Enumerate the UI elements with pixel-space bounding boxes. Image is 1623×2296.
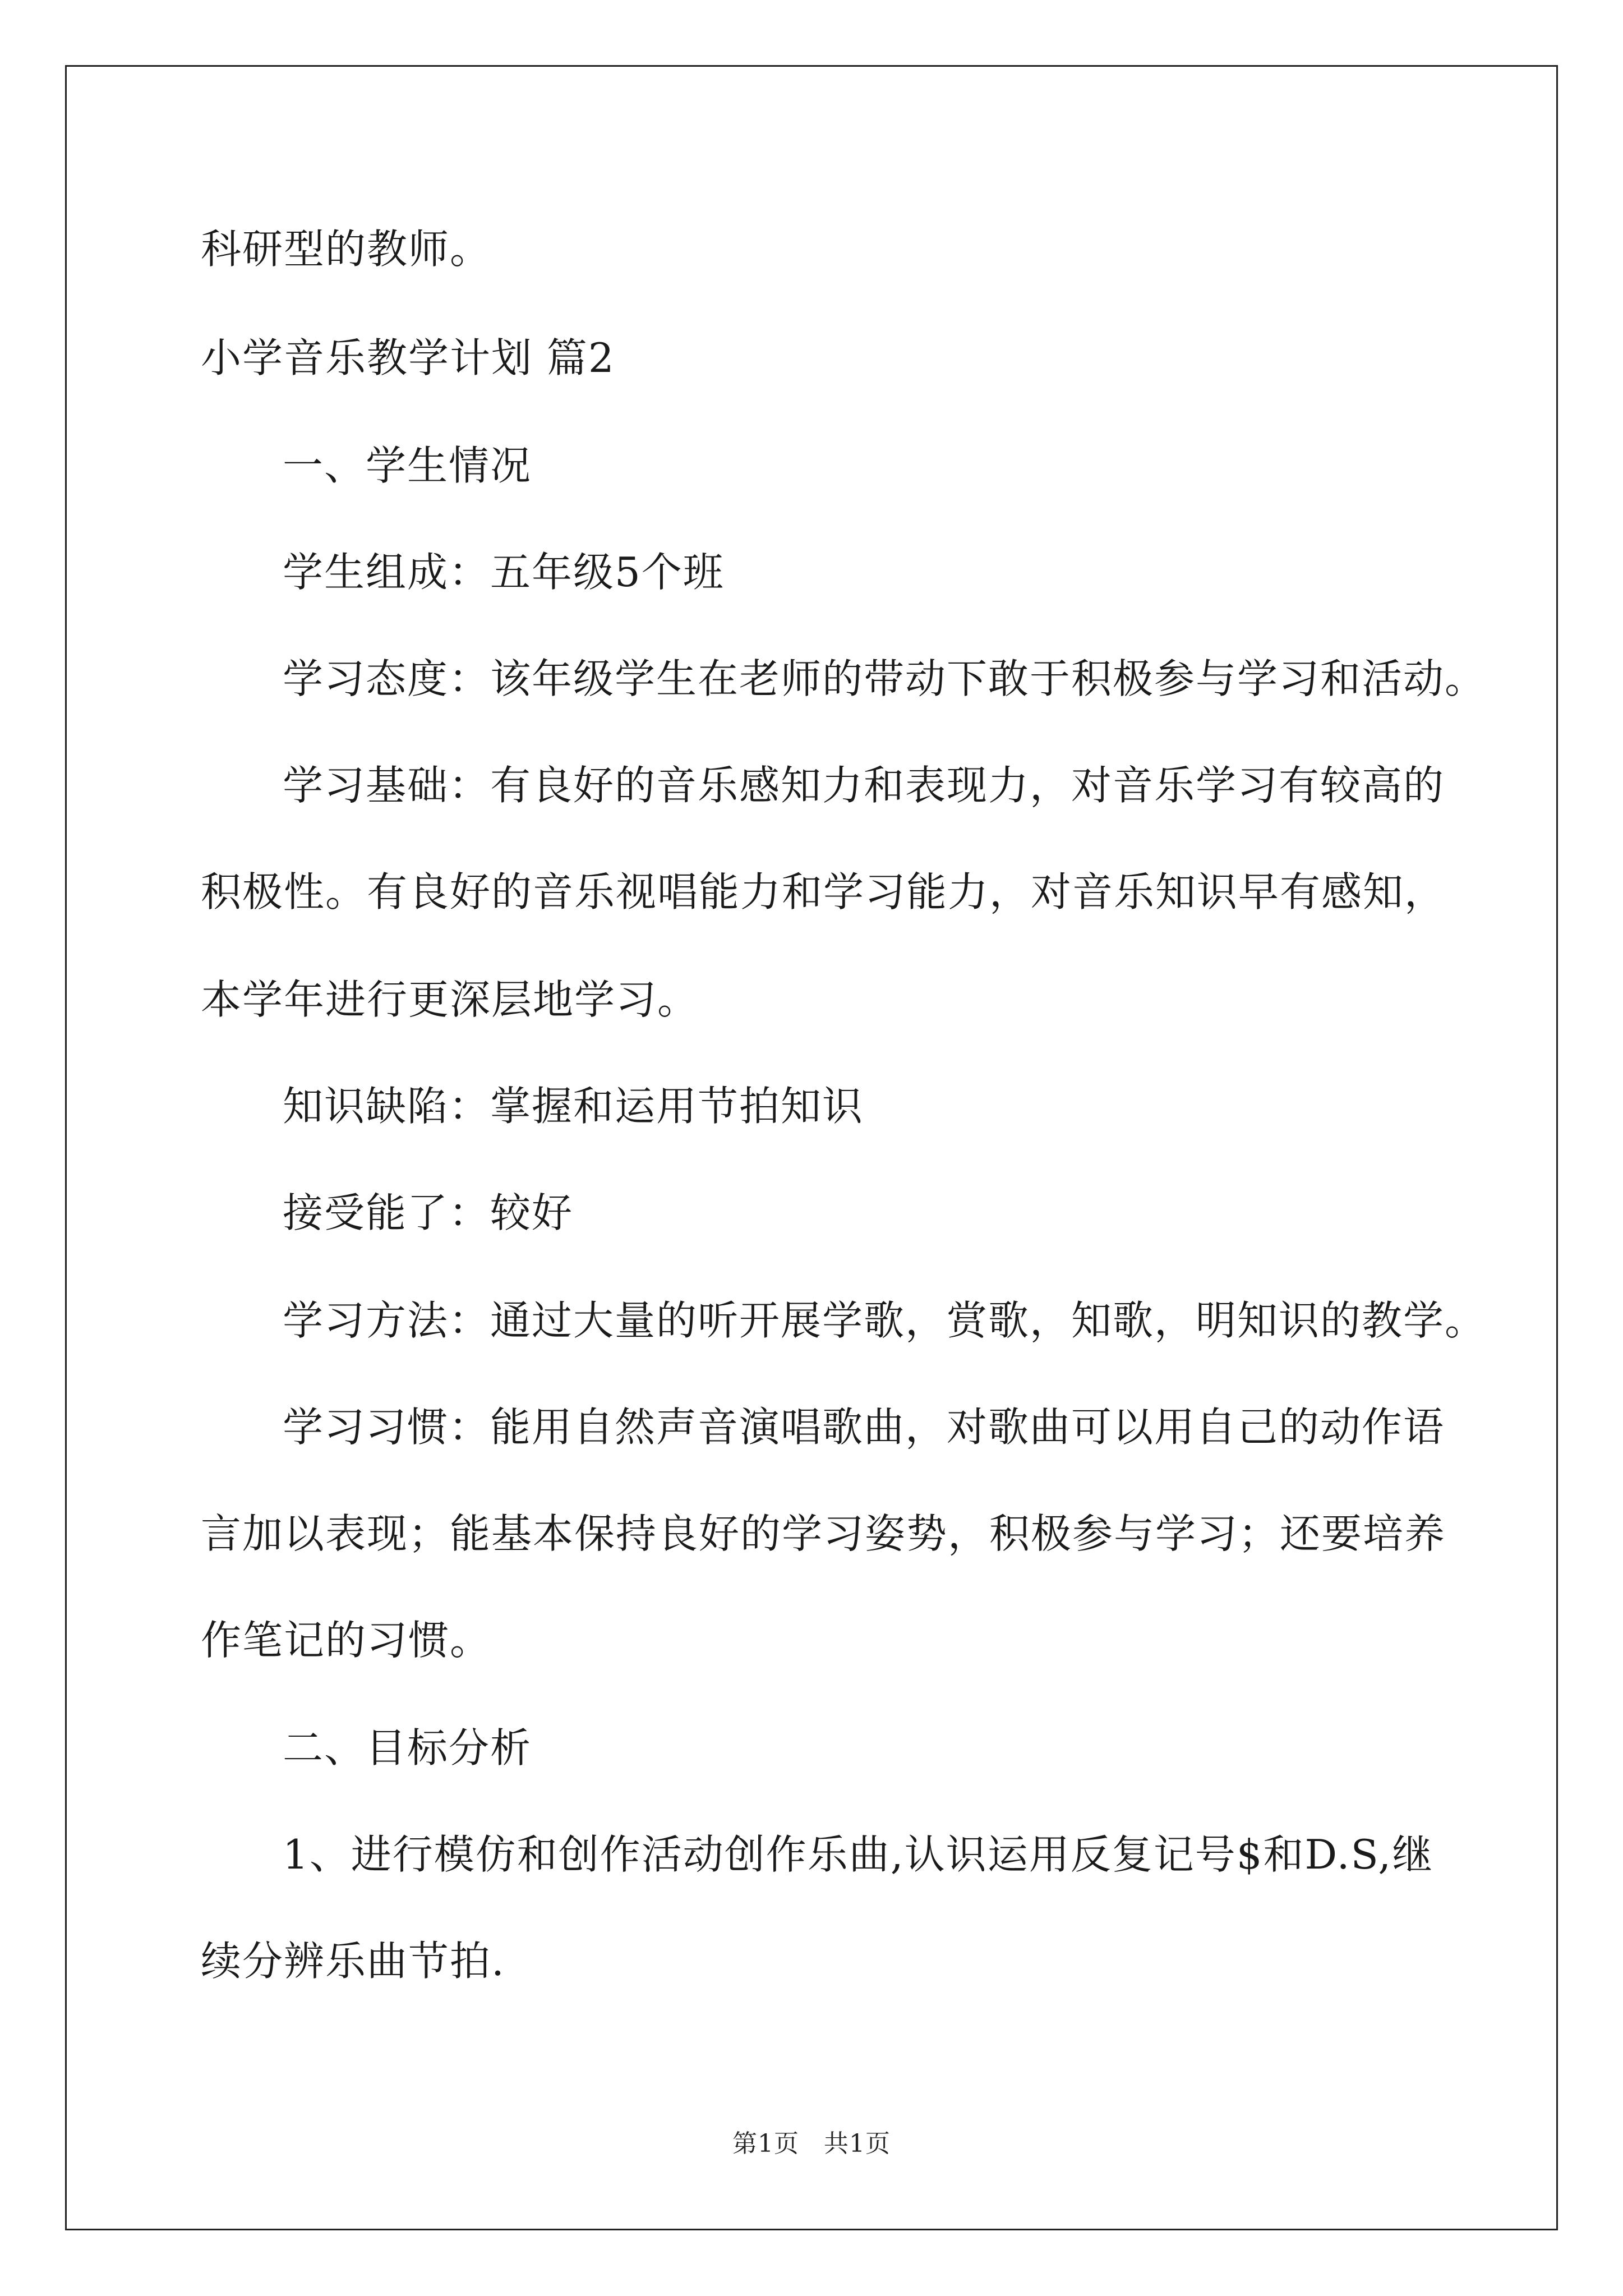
- text-line-learning-foundation-cont-2: 本学年进行更深层地学习。: [201, 976, 699, 1023]
- text-line-learning-habits-cont-1: 言加以表现；能基本保持良好的学习姿势，积极参与学习；还要培养: [201, 1510, 1446, 1557]
- text-line-learning-habits: 学习习惯：能用自然声音演唱歌曲，对歌曲可以用自己的动作语: [283, 1404, 1445, 1451]
- text-line-acceptance: 接受能了：较好: [283, 1189, 574, 1236]
- text-line-learning-foundation: 学习基础：有良好的音乐感知力和表现力，对音乐学习有较高的: [283, 762, 1445, 809]
- text-line-continuation: 科研型的教师。: [201, 226, 492, 273]
- section-heading-goal-analysis: 二、目标分析: [283, 1724, 532, 1772]
- page-number-total: 共1页: [824, 2129, 891, 2158]
- text-line-student-composition: 学生组成：五年级5个班: [283, 549, 725, 596]
- page-number-current: 第1页: [732, 2129, 799, 2158]
- page-footer: [0, 2127, 1623, 2161]
- text-line-goal-1-cont: 续分辨乐曲节拍.: [201, 1938, 505, 1985]
- text-line-learning-attitude: 学习态度：该年级学生在老师的带动下敢于积极参与学习和活动。: [283, 655, 1487, 702]
- text-line-knowledge-gap: 知识缺陷：掌握和运用节拍知识: [283, 1083, 864, 1130]
- text-line-goal-1: 1、进行模仿和创作活动创作乐曲,认识运用反复记号$和D.S,继: [283, 1831, 1434, 1878]
- page-border: [65, 65, 1558, 2230]
- section-heading-plan: 小学音乐教学计划 篇2: [201, 334, 615, 381]
- text-line-learning-habits-cont-2: 作笔记的习惯。: [201, 1617, 492, 1664]
- text-line-learning-method: 学习方法：通过大量的听开展学歌，赏歌，知歌，明知识的教学。: [283, 1297, 1487, 1344]
- text-line-learning-foundation-cont-1: 积极性。有良好的音乐视唱能力和学习能力，对音乐知识早有感知，: [201, 868, 1446, 915]
- section-heading-student-situation: 一、学生情况: [283, 442, 532, 489]
